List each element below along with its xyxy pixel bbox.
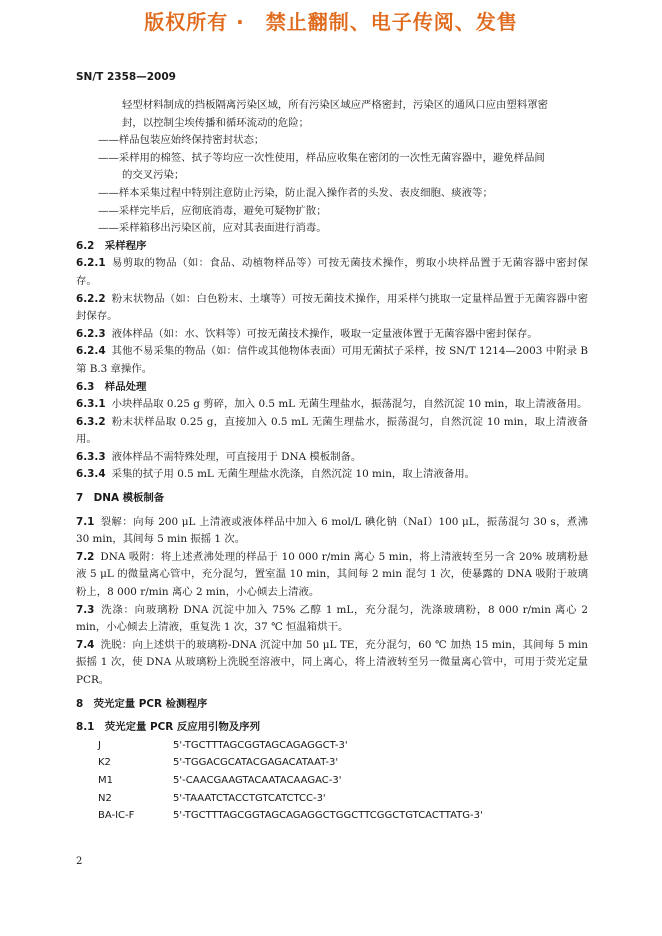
primer-sequence: 5'-TGCTTTAGCGGTAGCAGAGGCT-3'	[173, 739, 348, 751]
section-heading-8: 8 荧光定量 PCR 检测程序	[76, 697, 208, 710]
clause-text: 液体样品不需特殊处理，可直接用于 DNA 模板制备。	[111, 450, 362, 463]
list-item: ——采样完毕后，应彻底消毒，避免可疑物扩散；	[98, 204, 327, 217]
clause-7-2	[76, 549, 588, 602]
primer-row	[76, 772, 588, 790]
list-item: ——采样用的棉签、拭子等均应一次性使用，样品应收集在密闭的一次性无菌容器中，避免样品间	[98, 151, 545, 164]
section-heading-7: 7 DNA 模板制备	[76, 492, 165, 505]
clause-number: 6.3.2	[76, 415, 106, 428]
clause-6-3-3	[76, 449, 588, 467]
clause-6-3-2	[76, 414, 588, 449]
clause-number: 6.2.3	[76, 327, 106, 340]
paragraph-line: 封，以控制尘埃传播和循环流动的危险；	[122, 116, 310, 129]
clause-text: 液体样品（如：水、饮料等）可按无菌技术操作，吸取一定量液体置于无菌容器中密封保存。	[111, 327, 538, 340]
copyright-watermark: 版权所有 · 禁止翻制、电子传阅、发售	[144, 10, 518, 34]
clause-number: 7.3	[76, 603, 95, 616]
clause-text: 采集的拭子用 0.5 mL 无菌生理盐水洗涤，自然沉淀 10 min，取上清液备用。	[111, 468, 476, 481]
clause-number: 7.2	[76, 550, 95, 563]
clause-6-2-2	[76, 291, 588, 326]
clause-text: 其他不易采集的物品（如：信件或其他物体表面）可用无菌拭子采样，按 SN/T 1214—2003 中附录 B 第 B.3 章操作。	[76, 345, 588, 375]
clause-7-3	[76, 602, 588, 637]
section-heading-8-1: 8.1 荧光定量 PCR 反应用引物及序列	[76, 721, 260, 734]
primer-row	[76, 807, 588, 825]
clause-text: 洗脱：向上述烘干的玻璃粉-DNA 沉淀中加 50 μL TE，充分混匀，60 ℃ 加热 15 min，其间每 5 min 振摇 1 次，使 DNA 从玻璃粉上洗脱至溶液中，同上离心，将上清液转至另一微量离心管中，可用于荧光定量 PCR。	[76, 638, 588, 686]
list-item: ——样本采集过程中特别注意防止污染，防止混入操作者的头发、表皮细胞、痰液等；	[98, 186, 493, 199]
section-heading-6-2: 6.2 采样程序	[76, 239, 147, 252]
clause-text: 裂解：向每 200 μL 上清液或液体样品中加入 6 mol/L 碘化钠（NaI）100 μL，振荡混匀 30 s，煮沸 30 min，其间每 5 min 振摇 1 次。	[76, 515, 588, 546]
clause-7-4	[76, 637, 588, 690]
page-number: 2	[76, 856, 83, 867]
clause-6-2-4	[76, 343, 588, 378]
primer-name: M1	[98, 774, 113, 786]
primer-sequence: 5'-TGGACGCATACGAGACATAAT-3'	[173, 757, 339, 769]
clause-6-2-3	[76, 326, 588, 344]
primer-name: J	[98, 739, 101, 751]
clause-text: 洗涤：向玻璃粉 DNA 沉淀中加入 75% 乙醇 1 mL，充分混匀，洗涤玻璃粉，8 000 r/min 离心 2 min，小心倾去上清液，重复洗 1 次，37 ℃ 恒温箱烘干。	[76, 603, 588, 634]
primer-row	[76, 790, 588, 808]
list-item: ——采样箱移出污染区前，应对其表面进行消毒。	[98, 222, 327, 235]
standard-code: SN/T 2358—2009	[76, 71, 176, 83]
document-body	[76, 97, 588, 825]
primer-name: BA-IC-F	[98, 810, 135, 822]
clause-text: 小块样品取 0.25 g 剪碎，加入 0.5 mL 无菌生理盐水，振荡混匀，自然沉淀 10 min，取上清液备用。	[111, 398, 588, 411]
clause-number: 6.2.4	[76, 345, 106, 358]
primer-sequence: 5'-TGCTTTAGCGGTAGCAGAGGCTGGCTTCGGCTGTCACTTATG-3'	[173, 810, 483, 822]
primer-sequence: 5'-TAAATCTACCTGTCATCTCC-3'	[173, 792, 326, 804]
clause-number: 6.2.1	[76, 257, 106, 270]
list-item: ——样品包装应始终保持密封状态；	[98, 134, 265, 147]
clause-number: 6.3.4	[76, 468, 106, 481]
section-heading-6-3: 6.3 样品处理	[76, 380, 147, 393]
clause-6-3-1	[76, 396, 588, 414]
paragraph-line: 轻型材料制成的挡板隔离污染区域，所有污染区域应严格密封，污染区的通风口应由塑料罩密	[122, 99, 549, 111]
clause-number: 7.1	[76, 515, 95, 528]
primer-name: N2	[98, 792, 112, 804]
clause-text: 易剪取的物品（如：食品、动植物样品等）可按无菌技术操作，剪取小块样品置于无菌容器中密封保存。	[76, 257, 588, 287]
clause-text: 粉末状样品取 0.25 g，直接加入 0.5 mL 无菌生理盐水，振荡混匀，自然沉淀 10 min，取上清液备用。	[76, 415, 588, 446]
clause-number: 7.4	[76, 638, 95, 651]
clause-number: 6.3.3	[76, 450, 106, 463]
primer-name: K2	[98, 757, 111, 769]
primer-row	[76, 737, 588, 755]
clause-6-2-1	[76, 255, 588, 290]
clause-7-1	[76, 514, 588, 549]
clause-number: 6.3.1	[76, 398, 106, 411]
primer-sequence: 5'-CAACGAAGTACAATACAAGAC-3'	[173, 774, 342, 786]
primer-row	[76, 754, 588, 772]
clause-text: 粉末状物品（如：白色粉末、土壤等）可按无菌技术操作，用采样勺挑取一定量样品置于无菌容器中密封保存。	[76, 292, 588, 323]
list-item-continuation: 的交叉污染；	[122, 169, 185, 182]
clause-6-3-4	[76, 466, 588, 484]
clause-text: DNA 吸附：将上述煮沸处理的样品于 10 000 r/min 离心 5 min，将上清液转至另一含 20% 玻璃粉悬液 5 μL 的微量离心管中，充分混匀，置室温 10 min，其间每 2 min 混匀 1 次，使暴露的 DNA 吸附于玻璃粉上，8 000 r/min 离心 2 min，小心倾去上清液。	[76, 550, 588, 599]
clause-number: 6.2.2	[76, 292, 106, 305]
